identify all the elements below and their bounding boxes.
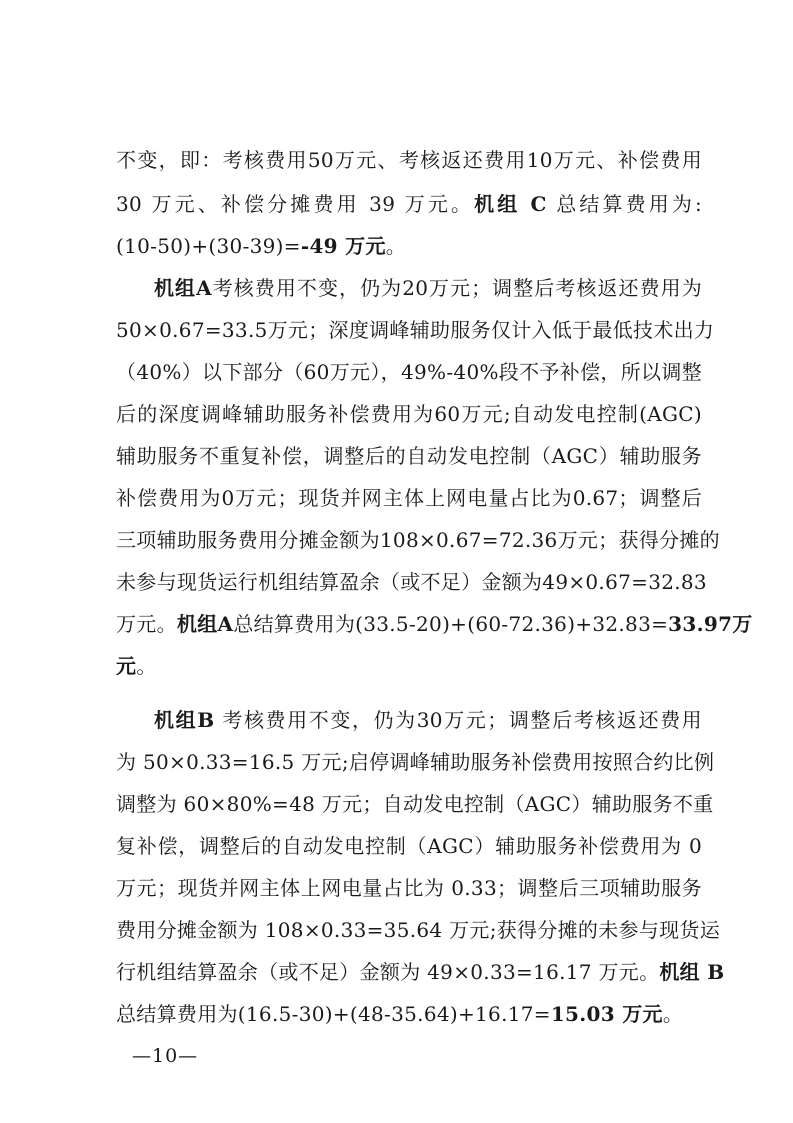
text-segment: 30 万元、补偿分摊费用 39 万元。 (116, 192, 475, 216)
text-line (116, 316, 715, 346)
text-line (116, 526, 720, 556)
text-segment: (10-50)+(30-39)= (116, 234, 301, 258)
bold-text-segment: 机组A (176, 612, 234, 636)
text-line (116, 958, 725, 988)
page-number: —10— (132, 1045, 199, 1067)
text-segment: 复补偿，调整后的自动发电控制（AGC）辅助服务补偿费用为 0 (116, 834, 702, 858)
text-segment: 辅助服务不重复补偿，调整后的自动发电控制（AGC）辅助服务 (116, 444, 702, 468)
bold-text-segment: 机组B (154, 708, 215, 732)
text-segment: 补偿费用为0万元；现货并网主体上网电量占比为0.67；调整后 (116, 486, 702, 510)
text-line (116, 652, 702, 682)
text-line (116, 748, 715, 778)
text-line (116, 610, 753, 640)
text-line (116, 1000, 702, 1030)
bold-text-segment: 33.97万 (668, 612, 753, 636)
text-segment: 。 (385, 234, 407, 258)
text-segment: 总结算费用为(16.5-30)+(48-35.64)+16.17= (116, 1002, 551, 1026)
text-segment: 总结算费用为(33.5-20)+(60-72.36)+32.83= (233, 612, 669, 636)
text-segment: 50×0.67=33.5万元；深度调峰辅助服务仅计入低于最低技术出力 (116, 318, 715, 342)
text-line (154, 706, 702, 736)
text-line (116, 232, 702, 262)
text-segment: 行机组结算盈余（或不足）金额为 49×0.33=16.17 万元。 (116, 960, 660, 984)
text-segment: 。 (662, 1002, 684, 1026)
text-segment: 万元；现货并网主体上网电量占比为 0.33；调整后三项辅助服务 (116, 876, 702, 900)
text-line (116, 190, 702, 220)
bold-text-segment: -49 万元 (300, 234, 386, 258)
text-line (116, 484, 702, 514)
bold-text-segment: 元 (116, 654, 137, 678)
text-segment: 万元。 (116, 612, 177, 636)
bold-text-segment: 15.03 万元 (550, 1002, 663, 1026)
text-segment: 为 50×0.33=16.5 万元;启停调峰辅助服务补偿费用按照合约比例 (116, 750, 715, 774)
text-line (116, 568, 707, 598)
text-segment: 考核费用不变，仍为30万元；调整后考核返还费用 (214, 708, 702, 732)
text-line (116, 832, 702, 862)
text-line (116, 358, 702, 388)
text-segment: 未参与现货运行机组结算盈余（或不足）金额为49×0.67=32.83 (116, 570, 707, 594)
text-segment: 后的深度调峰辅助服务补偿费用为60万元;自动发电控制(AGC) (116, 402, 702, 426)
text-line (116, 874, 702, 904)
bold-text-segment: 机组A (154, 276, 212, 300)
bold-text-segment: 机组 C (474, 192, 547, 216)
text-segment: （40%）以下部分（60万元），49%-40%段不予补偿，所以调整 (116, 360, 702, 384)
text-segment: 费用分摊金额为 108×0.33=35.64 万元;获得分摊的未参与现货运 (116, 918, 721, 942)
text-segment: 不变，即：考核费用50万元、考核返还费用10万元、补偿费用 (116, 148, 702, 172)
text-line (116, 146, 702, 176)
text-line (154, 274, 702, 304)
bold-text-segment: 机组 B (659, 960, 725, 984)
text-segment: 考核费用不变，仍为20万元；调整后考核返还费用为 (211, 276, 702, 300)
text-line (116, 790, 714, 820)
text-segment: 三项辅助服务费用分摊金额为108×0.67=72.36万元；获得分摊的 (116, 528, 720, 552)
text-segment: 调整为 60×80%=48 万元；自动发电控制（AGC）辅助服务不重 (116, 792, 714, 816)
text-line (116, 442, 702, 472)
text-line (116, 400, 702, 430)
text-segment: 总结算费用为: (546, 192, 703, 216)
text-line (116, 916, 721, 946)
text-segment: 。 (136, 654, 157, 678)
